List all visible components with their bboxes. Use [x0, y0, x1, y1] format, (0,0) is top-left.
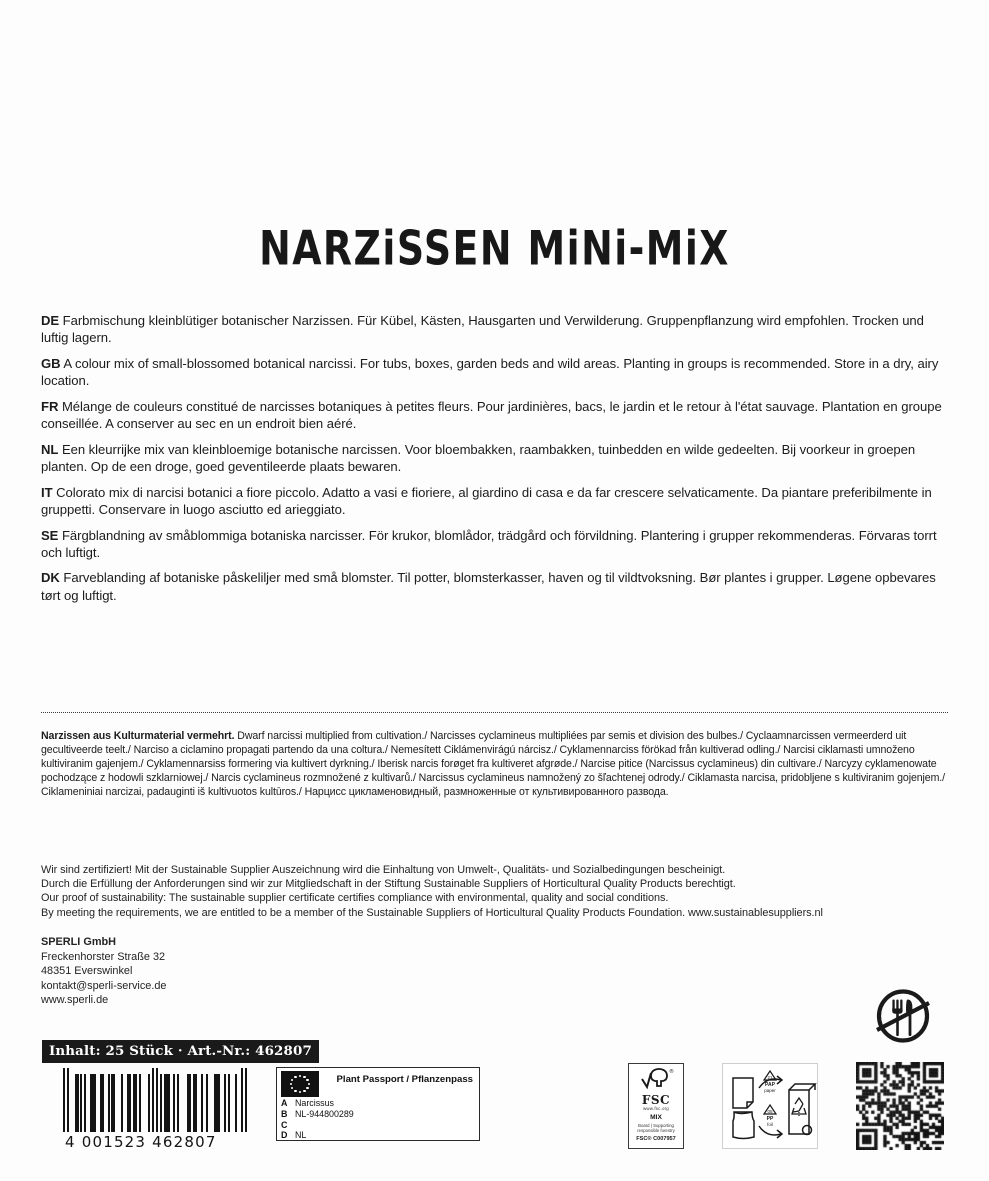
passport-key: A: [281, 1098, 288, 1108]
fsc-tree-icon: [629, 1066, 683, 1094]
fsc-logo: [628, 1063, 684, 1149]
description-item-it: [41, 484, 948, 518]
company-address: [41, 935, 166, 1008]
fsc-code: FSC® C007957: [636, 1136, 676, 1143]
cultivation-lead: Narzissen aus Kulturmaterial vermehrt.: [41, 730, 235, 742]
description-item-se: [41, 527, 948, 561]
pap-symbol: [764, 1071, 776, 1093]
passport-value: NL-944800289: [295, 1108, 354, 1119]
fsc-claim: Board | Supporting responsible forestry: [637, 1123, 675, 1134]
passport-key: B: [281, 1108, 288, 1119]
certification-line: Wir sind zertifiziert! Mit der Sustainable Supplier Auszeichnung wird die Einhaltung von Umwelt-, Qualitäts- und Sozialbedingungen bescheinigt.: [41, 864, 726, 876]
fsc-url: www.fsc.org: [643, 1106, 669, 1111]
eu-flag-icon: [281, 1071, 319, 1097]
certification-line: Our proof of sustainability: The sustainable supplier certificate certifies compliance with environmental, quality and social conditions.: [41, 892, 669, 905]
svg-text:®: ®: [669, 1069, 674, 1075]
passport-header: [281, 1071, 475, 1097]
svg-text:PAP: PAP: [765, 1082, 775, 1088]
passport-rows: [281, 1098, 475, 1141]
content-article-bar: Inhalt: 25 Stück · Art.-Nr.: 462807: [42, 1040, 319, 1063]
passport-title: Plant Passport / Pflanzenpass: [336, 1074, 473, 1085]
description-text: Mélange de couleurs constitué de narcisses botaniques à petites fleurs. Pour jardinières, bacs, le jardin et le retour à l'état sauvage. Plantation en groupe conseillée. A conserver au sec en un endroit bien aéré.: [41, 398, 942, 432]
passport-value: Narcissus: [295, 1098, 334, 1108]
description-text: Colorato mix di narcisi botanici a fiore piccolo. Adatto a vasi e fioriere, al giardino di casa e da far crescere selvaticamente. Da piantare preferibilmente in gruppetti. Conservare in luogo asciutto ed arieggiato.: [41, 484, 932, 517]
description-item-gb: [41, 355, 948, 389]
svg-text:PP: PP: [766, 1116, 774, 1122]
section-divider: [41, 712, 948, 713]
description-item-de: [41, 312, 948, 346]
svg-text:foil: foil: [767, 1122, 773, 1127]
language-code: SE: [41, 527, 59, 543]
language-code: NL: [41, 441, 59, 457]
passport-row: [281, 1120, 475, 1131]
fsc-mix-label: MIX: [650, 1114, 662, 1121]
fsc-name: FSC: [641, 1093, 671, 1107]
language-code: IT: [41, 484, 53, 500]
passport-key: D: [281, 1130, 288, 1141]
language-code: DK: [41, 570, 60, 586]
language-code: GB: [41, 355, 61, 371]
language-code: FR: [41, 398, 59, 414]
description-item-fr: [41, 398, 948, 432]
pp-symbol: [764, 1105, 776, 1127]
passport-row: [281, 1130, 475, 1141]
description-list: [41, 312, 948, 612]
address-website: www.sperli.de: [41, 994, 109, 1007]
svg-text:05: 05: [767, 1109, 773, 1114]
description-text: Een kleurrijke mix van kleinbloemige botanische narcissen. Voor bloembakken, raambakken, tuinbedden en wilde gedeelten. Bij voorkeur in groepen planten. Op de een droge, goed geventileerde plaats bewaren.: [41, 441, 916, 474]
description-item-dk: [41, 569, 948, 603]
passport-row: [281, 1109, 475, 1120]
company-name: SPERLI GmbH: [41, 936, 117, 948]
plant-passport: [276, 1067, 480, 1141]
recycling-instructions: [722, 1063, 818, 1149]
certification-line: By meeting the requirements, we are entitled to be a member of the Sustainable Suppliers of Horticultural Quality Products Foundation. www.sustainablesuppliers.nl: [41, 906, 823, 919]
barcode-digits: 4 001523 462807: [65, 1133, 217, 1151]
language-code: DE: [41, 313, 60, 328]
certification-line: Durch die Erfüllung der Anforderungen sind wir zur Mitgliedschaft in der Stiftung Sustainable Suppliers of Horticultural Quality Products berechtigt.: [41, 878, 736, 891]
passport-value: NL: [295, 1130, 307, 1141]
passport-key: C: [281, 1119, 288, 1130]
svg-text:paper: paper: [764, 1088, 776, 1093]
description-text: Färgblandning av småblommiga botaniska narcisser. För krukor, blomlådor, trädgård och förvildning. Plantering i grupper rekommenderas. Förvaras torrt och luftigt.: [41, 527, 937, 560]
certification-text: [41, 863, 948, 920]
address-street: Freckenhorster Straße 32: [41, 950, 166, 963]
svg-text:21: 21: [767, 1075, 773, 1080]
page-title: NARZiSSEN MiNi-MiX: [259, 222, 730, 277]
cultivation-text: Dwarf narcissi multiplied from cultivation./ Narcisses cyclamineus multipliées par semis et division des bulbes./ Cyclaamnarcissen vermeerderd uit gecultiveerde teelt./ Narciso a ciclamino propagati partendo da una coltura./ Nemesített Ciklámenvirágú nárcisz./ Cyklamennarciss förökad från kultiverad odling./ Narcisi ciklamasti umnoženo kultiviranim gajenjem./ Cyklamennarsiss formering via kultivert dyrkning./ Iberisk narcis forøget fra kultiveret afgrøde./ Narcise pitice (Narcissus cyclamineus) din cultivare./ Narcyzy cyklamenowate pochodzące z hodowli szklarniowej./ Narcis cyclamineus rozmnožené z kultivarů./ Narcissus cyclamineus namnožený zo šľachtenej odrody./ Ciklamasta narcisa, pridobljene s kultiviranim gojenjem./ Ciklameniniai narcizai, padauginti iš kultivuotos kultūros./ Нарцисс цикламеновидный, размноженные от культивированного развода.: [41, 730, 945, 799]
address-email: kontakt@sperli-service.de: [41, 979, 167, 992]
description-text: Farbmischung kleinblütiger botanischer Narzissen. Für Kübel, Kästen, Hausgarten und Verwilderung. Gruppenpflanzung wird empfohlen. Trocken und luftig lagern.: [41, 313, 924, 346]
barcode-bars: [63, 1068, 248, 1132]
address-city: 48351 Everswinkel: [41, 965, 133, 978]
not-for-food-icon: [866, 988, 940, 1044]
qr-code-icon: [856, 1062, 944, 1150]
description-text: A colour mix of small-blossomed botanical narcissi. For tubs, boxes, garden beds and wild areas. Planting in groups is recommended. Store in a dry, airy location.: [41, 355, 939, 389]
description-text: Farveblanding af botaniske påskeliljer med små blomster. Til potter, blomsterkasser, haven og til vildtvoksning. Bør plantes i grupper. Løgene opbevares tørt og luftigt.: [41, 570, 936, 603]
description-item-nl: [41, 441, 948, 475]
barcode: [63, 1068, 248, 1151]
cultivation-note: [41, 729, 948, 799]
passport-row: [281, 1098, 475, 1109]
